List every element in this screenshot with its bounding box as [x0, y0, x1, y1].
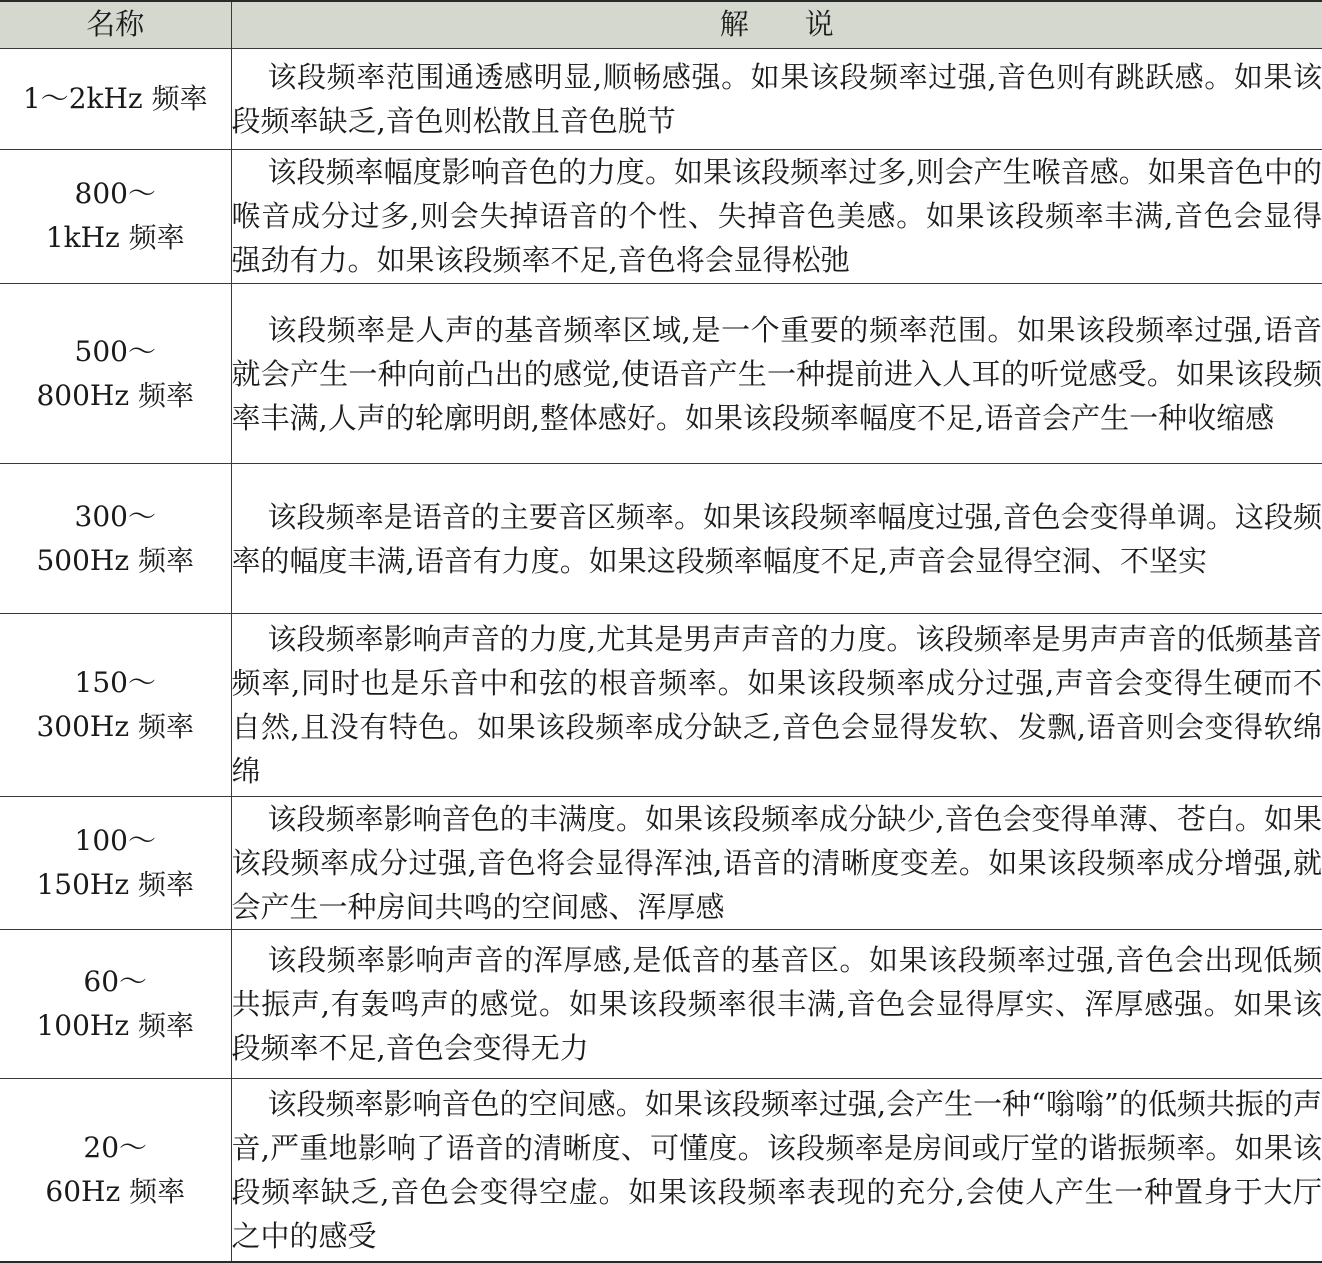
row-name-line2: 1kHz 频率 — [45, 221, 185, 255]
row-name-cell — [0, 464, 231, 614]
row-name-line2: 60Hz 频率 — [45, 1175, 186, 1209]
row-name-cell — [0, 48, 231, 149]
row-name-line2: 800Hz 频率 — [36, 378, 194, 412]
row-desc-cell: 该段频率是人声的基音频率区域,是一个重要的频率范围。如果该段频率过强,语音就会产生一种向前凸出的感觉,使语音产生一种提前进入人耳的听觉感受。如果该段频率丰满,人声的轮廓明朗,整体感好。如果该段频率幅度不足,语音会产生一种收缩感 — [231, 283, 1322, 463]
table-row — [0, 796, 1322, 929]
row-name-line1: 150～ — [74, 666, 156, 700]
row-name-line2: 100Hz 频率 — [36, 1009, 194, 1043]
row-desc-cell: 该段频率是语音的主要音区频率。如果该段频率幅度过强,音色会变得单调。这段频率的幅度丰满,语音有力度。如果这段频率幅度不足,声音会显得空洞、不坚实 — [231, 464, 1322, 614]
row-name-line1: 300～ — [74, 499, 156, 533]
row-name-line1: 60～ — [83, 965, 148, 999]
row-desc-cell: 该段频率影响声音的力度,尤其是男声声音的力度。该段频率是男声声音的低频基音频率,同时也是乐音中和弦的根音频率。如果该段频率成分过强,声音会变得生硬而不自然,且没有特色。如果该段频率成分缺乏,音色会显得发软、发飘,语音则会变得软绵绵 — [231, 614, 1322, 796]
row-name-cell — [0, 1079, 231, 1262]
table-row — [0, 614, 1322, 796]
row-desc-cell: 该段频率影响音色的空间感。如果该段频率过强,会产生一种“嗡嗡”的低频共振的声音,严重地影响了语音的清晰度、可懂度。该段频率是房间或厅堂的谐振频率。如果该段频率缺乏,音色会变得空虚。如果该段频率表现的充分,会使人产生一种置身于大厅之中的感受 — [231, 1079, 1322, 1262]
row-desc-cell: 该段频率影响声音的浑厚感,是低音的基音区。如果该段频率过强,音色会出现低频共振声,有轰鸣声的感觉。如果该段频率很丰满,音色会显得厚实、浑厚感强。如果该段频率不足,音色会变得无力 — [231, 929, 1322, 1078]
row-name-line1: 1～2kHz 频率 — [22, 81, 208, 115]
row-name-line1: 20～ — [83, 1131, 148, 1165]
header-row — [0, 1, 1322, 48]
row-name-line2: 300Hz 频率 — [36, 710, 194, 744]
table-row — [0, 1079, 1322, 1262]
row-name-cell — [0, 796, 231, 929]
row-name-cell — [0, 149, 231, 283]
table-row — [0, 48, 1322, 149]
table-body — [0, 48, 1322, 1262]
row-desc-cell: 该段频率幅度影响音色的力度。如果该段频率过多,则会产生喉音感。如果音色中的喉音成分过多,则会失掉语音的个性、失掉音色美感。如果该段频率丰满,音色会显得强劲有力。如果该段频率不足,音色将会显得松弛 — [231, 149, 1322, 283]
row-name-cell — [0, 283, 231, 463]
row-name-cell — [0, 929, 231, 1078]
row-name-line2: 150Hz 频率 — [36, 867, 194, 901]
row-name-line1: 500～ — [74, 334, 156, 368]
header-desc: 解说 — [231, 1, 1322, 48]
table-row — [0, 283, 1322, 463]
row-desc-cell: 该段频率影响音色的丰满度。如果该段频率成分缺少,音色会变得单薄、苍白。如果该段频率成分过强,音色将会显得浑浊,语音的清晰度变差。如果该段频率成分增强,就会产生一种房间共鸣的空间感、浑厚感 — [231, 796, 1322, 929]
row-desc-cell: 该段频率范围通透感明显,顺畅感强。如果该段频率过强,音色则有跳跃感。如果该段频率缺乏,音色则松散且音色脱节 — [231, 48, 1322, 149]
row-name-line1: 800～ — [74, 177, 156, 211]
table-row — [0, 464, 1322, 614]
table-row — [0, 929, 1322, 1078]
table-row — [0, 149, 1322, 283]
row-name-line1: 100～ — [74, 823, 156, 857]
row-name-line2: 500Hz 频率 — [36, 543, 194, 577]
row-name-cell — [0, 614, 231, 796]
table-header — [0, 1, 1322, 48]
header-name: 名称 — [0, 1, 231, 48]
